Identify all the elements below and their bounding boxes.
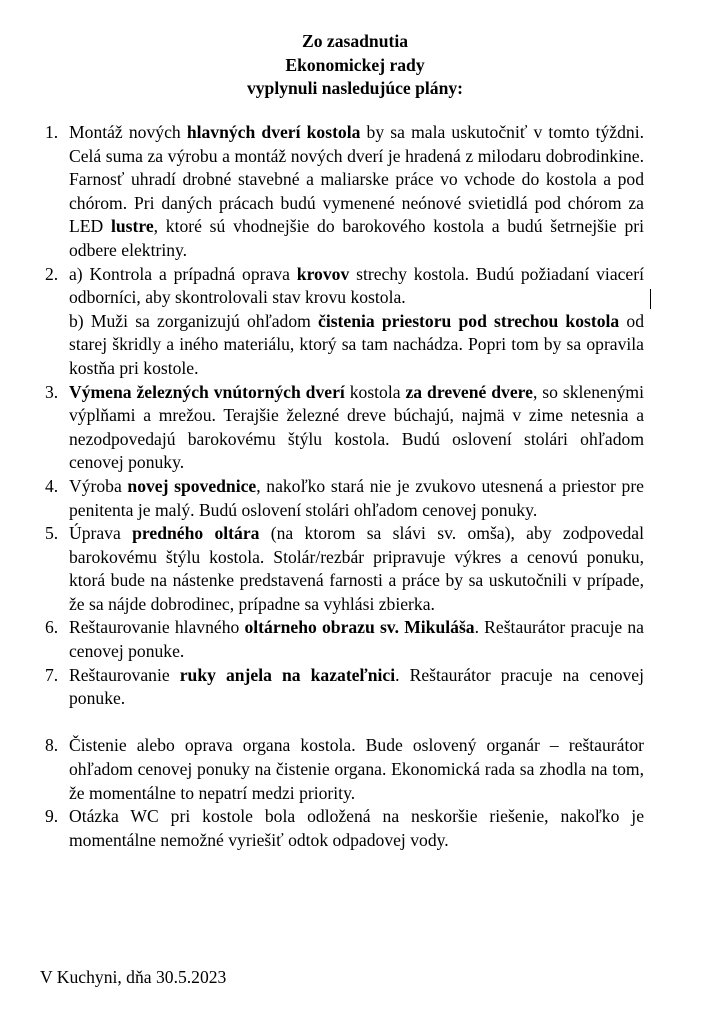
highlighted-text: oltárneho obrazu sv. Mikuláša	[244, 617, 475, 638]
body-text: strechy kostola. Budú požiadaní viacerí odborníci, aby skontrolovali stav krovu kostola.	[69, 263, 644, 308]
body-text: Výroba	[69, 475, 128, 496]
item-number: 9.	[45, 806, 59, 827]
item-text	[69, 805, 644, 852]
list-item	[0, 121, 710, 263]
body-text: , so sklenenými výplňami a mrežou. Terajšie železné dreve búchajú, najmä v zime netesnia a nezodpovedajú barokovému štýlu kostola. Budú oslovení stolári ohľadom cenovej ponuky.	[69, 381, 645, 473]
list-item	[0, 522, 710, 616]
highlighted-text: lustre	[110, 216, 154, 237]
list-item	[0, 734, 710, 805]
body-text: (na ktorom sa slávi sv. omša), aby zodpovedal barokovému štýlu kostola. Stolár/rezbár pripravuje výkres a cenovú ponuku, ktorá bude na nástenke predstavená farnosti a práce by sa uskutočnili v prípade, že sa nájde dobrodinec, prípadne sa vyhlási zbierka.	[69, 523, 645, 614]
plans-list	[0, 121, 710, 852]
title-line-2: Ekonomickej rady	[285, 54, 425, 75]
item-number: 7.	[45, 664, 59, 685]
item-number: 1.	[45, 122, 59, 142]
item-text	[69, 616, 644, 663]
item-number: 4.	[45, 475, 59, 496]
item-text	[69, 475, 644, 522]
item-number: 5.	[45, 523, 59, 544]
body-text: Montáž nových	[69, 122, 187, 142]
item-text	[69, 381, 644, 475]
item-number: 2.	[45, 263, 59, 284]
body-text: Úprava	[69, 523, 133, 544]
body-text: , ktoré sú vhodnejšie do barokového kostola a budú šetrnejšie pri odbere elektriny.	[69, 216, 644, 260]
highlighted-text: za drevené dvere	[405, 381, 533, 402]
list-item	[0, 805, 710, 852]
item-number: 3.	[45, 381, 59, 402]
highlighted-text: predného oltára	[132, 523, 260, 544]
list-item	[0, 475, 710, 522]
item-text	[69, 522, 644, 616]
highlighted-text: krovov	[296, 263, 350, 284]
text-cursor-mark	[650, 289, 651, 309]
body-text: kostola	[344, 381, 406, 402]
list-item	[0, 616, 710, 663]
list-item	[0, 263, 710, 381]
body-text: Reštaurovanie hlavného	[69, 617, 245, 638]
body-text: . Reštaurátor pracuje na cenovej ponuke.	[69, 617, 644, 662]
list-item	[0, 381, 710, 475]
body-text: Otázka WC pri kostole bola odložená na neskoršie riešenie, nakoľko je momentálne nemožné vyriešiť odtok odpadovej vody.	[69, 806, 644, 850]
item-text	[69, 664, 644, 711]
body-text: , nakoľko stará nie je zvukovo utesnená a priestor pre penitenta je malý. Budú oslovení stolári ohľadom cenovej ponuky.	[69, 475, 644, 520]
list-item	[0, 664, 710, 711]
body-text: od starej škridly a iného materiálu, ktorý sa tam nachádza. Popri tom by sa opravila kostňa pri kostole.	[69, 310, 644, 378]
item-number: 6.	[45, 617, 59, 638]
body-text: by sa mala uskutočniť v tomto týždni. Celá suma za výrobu a montáž nových dverí je hradená z milodaru dobrodinkine. Farnosť uhradí drobné stavebné a maliarske práce vo vchode do kostola a pod chórom. Pri daných prácach budú vymenené neónové svietidlá pod chórom za LED	[69, 122, 645, 237]
title-line-1: Zo zasadnutia	[301, 31, 409, 51]
highlighted-text: hlavných dverí kostola	[186, 122, 361, 142]
body-text: a) Kontrola a prípadná oprava	[69, 263, 297, 284]
item-text	[69, 734, 644, 805]
body-text: b) Muži sa zorganizujú ohľadom	[69, 310, 319, 331]
item-number: 8.	[45, 735, 59, 756]
highlighted-text: čistenia priestoru pod strechou kostola	[318, 310, 620, 331]
body-text: Reštaurovanie	[69, 664, 180, 685]
sub-paragraph	[69, 310, 644, 381]
title-line-3: vyplynuli nasledujúce plány:	[246, 78, 464, 98]
document-title	[0, 30, 710, 101]
place-and-date: V Kuchyni, dňa 30.5.2023	[40, 967, 227, 987]
highlighted-text: Výmena železných vnútorných dverí	[69, 381, 345, 402]
body-text: Čistenie alebo oprava organa kostola. Bude oslovený organár – reštaurátor ohľadom cenovej ponuky na čistenie organa. Ekonomická rada sa zhodla na tom, že momentálne to nepatrí medzi priority.	[69, 735, 644, 803]
highlighted-text: novej spovednice	[127, 475, 257, 496]
sub-paragraph	[69, 263, 644, 310]
body-text: . Reštaurátor pracuje na cenovej ponuke.	[69, 664, 645, 709]
highlighted-text: ruky anjela na kazateľnici	[179, 664, 396, 685]
item-text	[69, 121, 644, 263]
